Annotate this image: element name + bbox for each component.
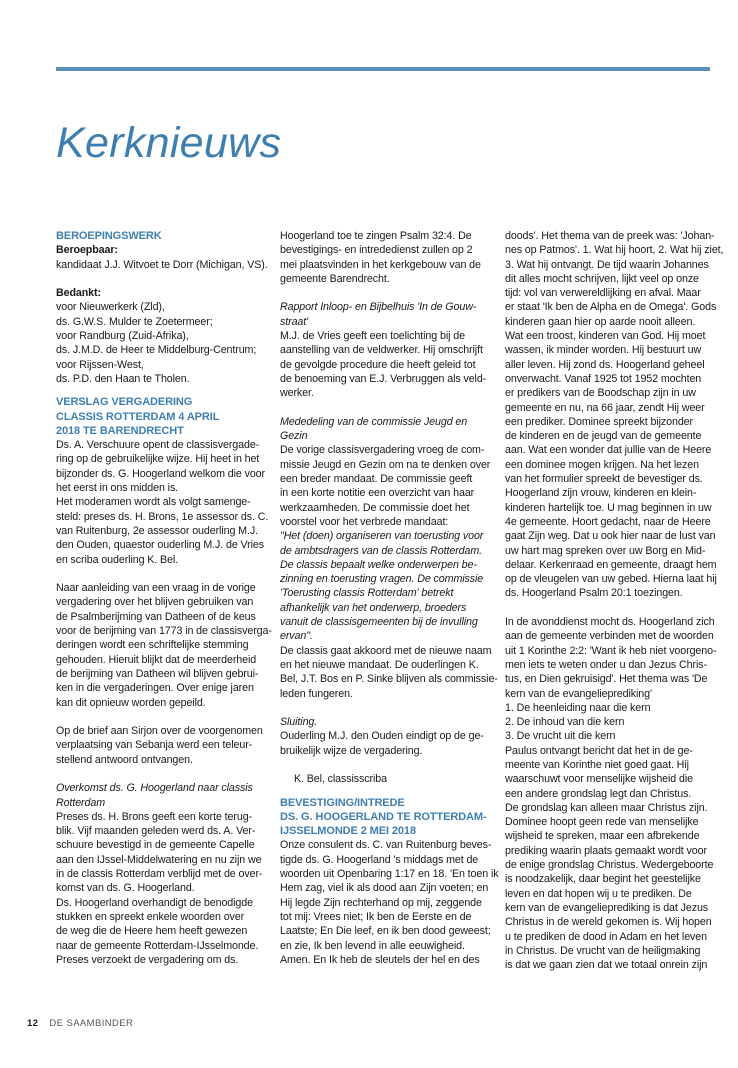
text-line: en zie, Ik ben levend in alle eeuwigheid. [280,939,465,952]
text-line: u te prediken de dood in Adam en het leven [505,930,707,943]
page-title: Kerknieuws [56,119,282,167]
text-line: een breder mandaat. De commissie geeft [280,473,473,486]
text-line: werker. [280,387,314,400]
text-line: nes op Patmos'. 1. Wat hij hoort, 2. Wat hij ziet, [505,244,724,257]
spacer [280,758,485,772]
text-line: in Christus. De vrucht van de heiligmaking [505,944,701,957]
text-line: kern van de evangelieprediking is dat Jezus [505,901,709,914]
text-line: Ds. Hoogerland overhandigt de benodigde [56,896,253,909]
text-line: ervan". [280,630,313,643]
text-line: De classis gaat akkoord met de nieuwe naam [280,644,492,657]
section-heading: VERSLAG VERGADERING [56,396,193,409]
text-line: ds. P.D. den Haan te Tholen. [56,372,190,385]
text-line: vergadering over het blijven gebruiken van [56,596,254,609]
text-line: aanstelling van de veldwerker. Hij omschrijft [280,344,483,357]
text-line: Onze consulent ds. C. van Ruitenburg beves- [280,839,492,852]
text-line: Op de brief aan Sirjon over de voorgenomen [56,725,263,738]
section-heading: DS. G. HOOGERLAND TE ROTTERDAM- [280,810,487,823]
section-heading: BEROEPINGSWERK [56,230,162,242]
spacer [56,567,261,581]
text-line: kandidaat J.J. Witvoet te Dorr (Michigan, VS). [56,258,268,271]
text-line: er staat 'Ik ben de Alpha en de Omega'. Gods [505,301,717,314]
text-line: De vorige classisvergadering vroeg de com- [280,444,485,457]
text-line: deringen wordt een schriftelijke stemming [56,639,249,652]
page-footer [27,1018,133,1029]
text-line: voor Rijssen-West, [56,358,144,371]
text-line: Hij legde Zijn rechterhand op mij, zeggende [280,896,482,909]
text-line: aan den IJssel-Middelwatering en nu zijn we [56,853,262,866]
text-line: Ouderling M.J. den Ouden eindigt op de ge- [280,730,484,743]
text-line: 2. De inhoud van die kern [505,716,625,729]
text-line: Overkomst ds. G. Hoogerland naar classis [56,782,253,795]
text-line: waarschuwt voor menselijke wijsheid die [505,773,693,786]
text-line: De classis bepaalt welke onderwerpen be- [280,558,477,571]
text-line: delaar. Kerkenraad en gemeente, draagt hem [505,558,717,571]
text-line: "Het (doen) organiseren van toerusting voor [280,530,484,543]
text-line: komst van ds. G. Hoogerland. [56,882,195,895]
text-line: voor Nieuwerkerk (Zld), [56,301,165,314]
text-line: op de vleugelen van uw gebed. Hierna laat hij [505,573,717,586]
text-line: tot mij: Vrees niet; Ik ben de Eerste en de [280,910,472,923]
text-line: Laatste; En Die leef, en ik ben dood geweest; [280,925,491,938]
text-line: ds. J.M.D. de Heer te Middelburg-Centrum; [56,344,257,357]
text-line: ken in die vergaderingen. Over enige jaren [56,682,254,695]
spacer [56,767,261,781]
text-line: schuure bevestigd in de gemeente Capelle [56,839,255,852]
text-line: 3. Wat hij ontvangt. De tijd waarin Johannes [505,258,709,271]
text-line: gemeente Barendrecht. [280,272,390,285]
spacer [56,386,261,395]
text-line: van het formulier spreekt de bevestiger ds. [505,473,703,486]
text-line: doods'. Het thema van de preek was: 'Johan- [505,230,715,242]
column-3 [505,229,724,972]
text-line: Rapport Inloop- en Bijbelhuis 'In de Gouw- [280,301,477,314]
text-line: afhankelijk van het onderwerp, broeders [280,601,467,614]
text-line: Paulus ontvangt bericht dat het in de ge- [505,744,693,757]
section-heading: CLASSIS ROTTERDAM 4 APRIL [56,410,220,423]
column-2 [280,229,499,967]
text-line: blik. Vijf maanden geleden werd ds. A. Ver- [56,825,256,838]
text-line: meente van Korinthe niet goed gaat. Hij [505,758,689,771]
text-line: voor de berijming van 1773 in de classisverga- [56,625,272,638]
subheading: Bedankt: [56,287,101,300]
text-line: De grondslag kan alleen maar Christus zijn. [505,801,708,814]
text-line: men iets te weten onder u dan Jezus Chris- [505,658,707,671]
text-line: gemeente en nu, na 66 jaar, zendt Hij weer [505,401,705,414]
text-line: steld: preses ds. H. Brons, 1e assessor ds. C. [56,510,269,523]
text-line: Hoogerland zijn vrouw, kinderen en klein- [505,487,697,500]
text-line: 'Toerusting classis Rotterdam' betrekt [280,587,454,600]
text-line: ds. Hoogerland Psalm 20:1 toezingen. [505,587,683,600]
text-line: is noodzakelijk, daar begint het geestelijke [505,873,701,886]
page-number: 12 [27,1018,39,1029]
text-line: bijzonder ds. G. Hoogerland welkom die voor [56,467,265,480]
section-heading: 2018 TE BARENDRECHT [56,424,184,437]
text-line: dit alles mocht schrijven, lijkt veel op onze [505,272,699,285]
text-line: Ds. A. Verschuure opent de classisvergade- [56,439,260,452]
text-line: gaat Zijn weg. Dat u ook hier naar de lust van [505,530,716,543]
text-line: ring op de gebruikelijke wijze. Hij heet in het [56,453,260,466]
text-line: in de classis Rotterdam verblijd met de over- [56,868,263,881]
text-line: missie Jeugd en Gezin om na te denken over [280,458,491,471]
text-line: een prediker. Dominee spreekt bijzonder [505,415,693,428]
spacer [280,787,485,796]
text-line: er predikers van de Boodschap zijn in uw [505,387,696,400]
text-line: Rotterdam [56,796,105,809]
text-line: aller leven. Hij zond ds. Hoogerland geheel [505,358,705,371]
text-line: stellend antwoord ontvangen. [56,753,193,766]
text-line: Mededeling van de commissie Jeugd en [280,415,468,428]
text-line: gehouden. Hieruit blijkt dat de meerderheid [56,653,257,666]
text-line: Naar aanleiding van een vraag in de vorige [56,582,256,595]
text-line: werkzaamheden. De commissie doet het [280,501,470,514]
text-line: een andere grondslag legt dan Christus. [505,787,692,800]
spacer [280,286,485,300]
text-line: leden fungeren. [280,687,353,700]
spacer [505,601,710,615]
text-line: van Ruitenburg, 2e assessor ouderling M.J. [56,524,258,537]
text-line: kern van de evangelieprediking' [505,687,652,700]
text-line: mei plaatsvinden in het kerkgebouw van de [280,258,481,271]
text-line: Sluiting. [280,716,318,729]
spacer [280,701,485,715]
text-line: Preses ds. H. Brons geeft een korte terug- [56,810,252,823]
text-line: ds. G.W.S. Mulder te Zoetermeer; [56,315,213,328]
text-line: en scriba ouderling K. Bel. [56,553,179,566]
text-line: Het moderamen wordt als volgt samenge- [56,496,251,509]
text-line: voorstel voor het verbrede mandaat: [280,515,449,528]
text-line: In de avonddienst mocht ds. Hoogerland zich [505,616,715,629]
text-line: tigde ds. G. Hoogerland 's middags met de [280,853,479,866]
text-line: in een korte notitie een overzicht van haar [280,487,475,500]
text-line: bevestigings- en intrededienst zullen op 2 [280,244,473,257]
spacer [56,710,261,724]
text-line: aan. Wat een wonder dat jullie van de Heere [505,444,712,457]
text-line: wassen, ik minder worden. Hij bestuurt uw [505,344,702,357]
text-line: de kinderen en de jeugd van de gemeente [505,430,702,443]
text-line: leven en dat hopen wij u te prediken. De [505,887,692,900]
text-line: de ambtsdragers van de classis Rotterdam. [280,544,483,557]
text-line: kan dit opnieuw worden gepeild. [56,696,206,709]
text-line: voor Randburg (Zuid-Afrika), [56,330,189,343]
text-line: aan de gemeente verbinden met de woorden [505,630,714,643]
text-line: naar de gemeente Rotterdam-IJsselmonde. [56,939,259,952]
text-line: een dominee mogen krijgen. Na het lezen [505,458,699,471]
text-line: bruikelijk wijze de vergadering. [280,744,423,757]
text-line: onverwacht. Vanaf 1925 tot 1952 mochten [505,372,702,385]
text-line: prediking waarin plaats gemaakt wordt voor [505,844,707,857]
section-heading: IJSSELMONDE 2 MEI 2018 [280,825,416,838]
text-line: de berijming van Datheen wil blijven gebrui- [56,667,259,680]
magazine-name: DE SAAMBINDER [49,1018,134,1029]
text-line: kinderen hartelijk toe. U mag beginnen in uw [505,501,712,514]
text-line: Amen. En Ik heb de sleutels der hel en des [280,953,480,966]
text-line: de weg die de Heere hem heeft gewezen [56,925,248,938]
text-line: is dat we gaan zien dat we totaal onrein zijn [505,959,708,972]
section-heading: BEVESTIGING/INTREDE [280,796,405,809]
text-line: uit 1 Korinthe 2:2: 'Want ik heb niet voorgeno- [505,644,717,657]
text-line: wijsheid te spreken, maar een afbrekende [505,830,700,843]
text-line: de gevolgde procedure die heeft geleid tot [280,358,476,371]
text-line: uw hart mag spreken over uw Borg en Mid- [505,544,706,557]
subheading: Beroepbaar: [56,244,118,257]
text-line: M.J. de Vries geeft een toelichting bij de [280,330,465,343]
text-line: tijd: vol van verwereldlijking en afval. Maar [505,287,701,300]
text-line: het eerst in ons midden is. [56,482,179,495]
text-line: Bel, J.T. Bos en P. Sinke blijven als commissie- [280,673,498,686]
spacer [56,272,261,286]
text-line: de enige grondslag Christus. Wedergeboorte [505,859,714,872]
text-line: Gezin [280,430,308,443]
text-line: den Ouden, quaestor ouderling M.J. de Vries [56,539,264,552]
text-line: en het nieuwe mandaat. De ouderlingen K. [280,658,479,671]
text-line: Christus in de wereld gekomen is. Wij hopen [505,916,712,929]
text-line: woorden uit Openbaring 1:17 en 18. 'En toen ik [280,868,499,881]
text-line: straat' [280,315,309,328]
text-line: zinning en toerusting vragen. De commissie [280,573,484,586]
text-line: de Psalmberijming van Datheen of de keus [56,610,256,623]
text-line: verplaatsing van Sebanja werd een teleur- [56,739,253,752]
text-line: Dominee hoopt geen rede van menselijke [505,816,699,829]
text-line: K. Bel, classisscriba [294,773,387,786]
top-rule [56,67,710,71]
text-line: Preses verzoekt de vergadering om ds. [56,953,239,966]
text-line: 4e gemeente. Hoort gedacht, naar de Heere [505,515,711,528]
text-line: tus, en Dien gekruisigd'. Het thema was 'De [505,673,708,686]
text-line: Hem zag, viel ik als dood aan Zijn voeten; en [280,882,489,895]
text-line: de benoeming van E.J. Verbruggen als veld- [280,372,487,385]
text-line: 1. De heenleiding naar die kern [505,701,651,714]
text-line: kinderen gaan hier op aarde nooit alleen. [505,315,696,328]
text-line: Hoogerland toe te zingen Psalm 32:4. De [280,230,472,242]
text-line: 3. De vrucht uit die kern [505,730,616,743]
spacer [280,401,485,415]
text-line: stukken en spreekt enkele woorden over [56,910,245,923]
text-line: vanuit de classisgemeenten bij de invulling [280,616,478,629]
column-1 [56,229,272,967]
text-line: Wat een troost, kinderen van God. Hij moet [505,330,706,343]
